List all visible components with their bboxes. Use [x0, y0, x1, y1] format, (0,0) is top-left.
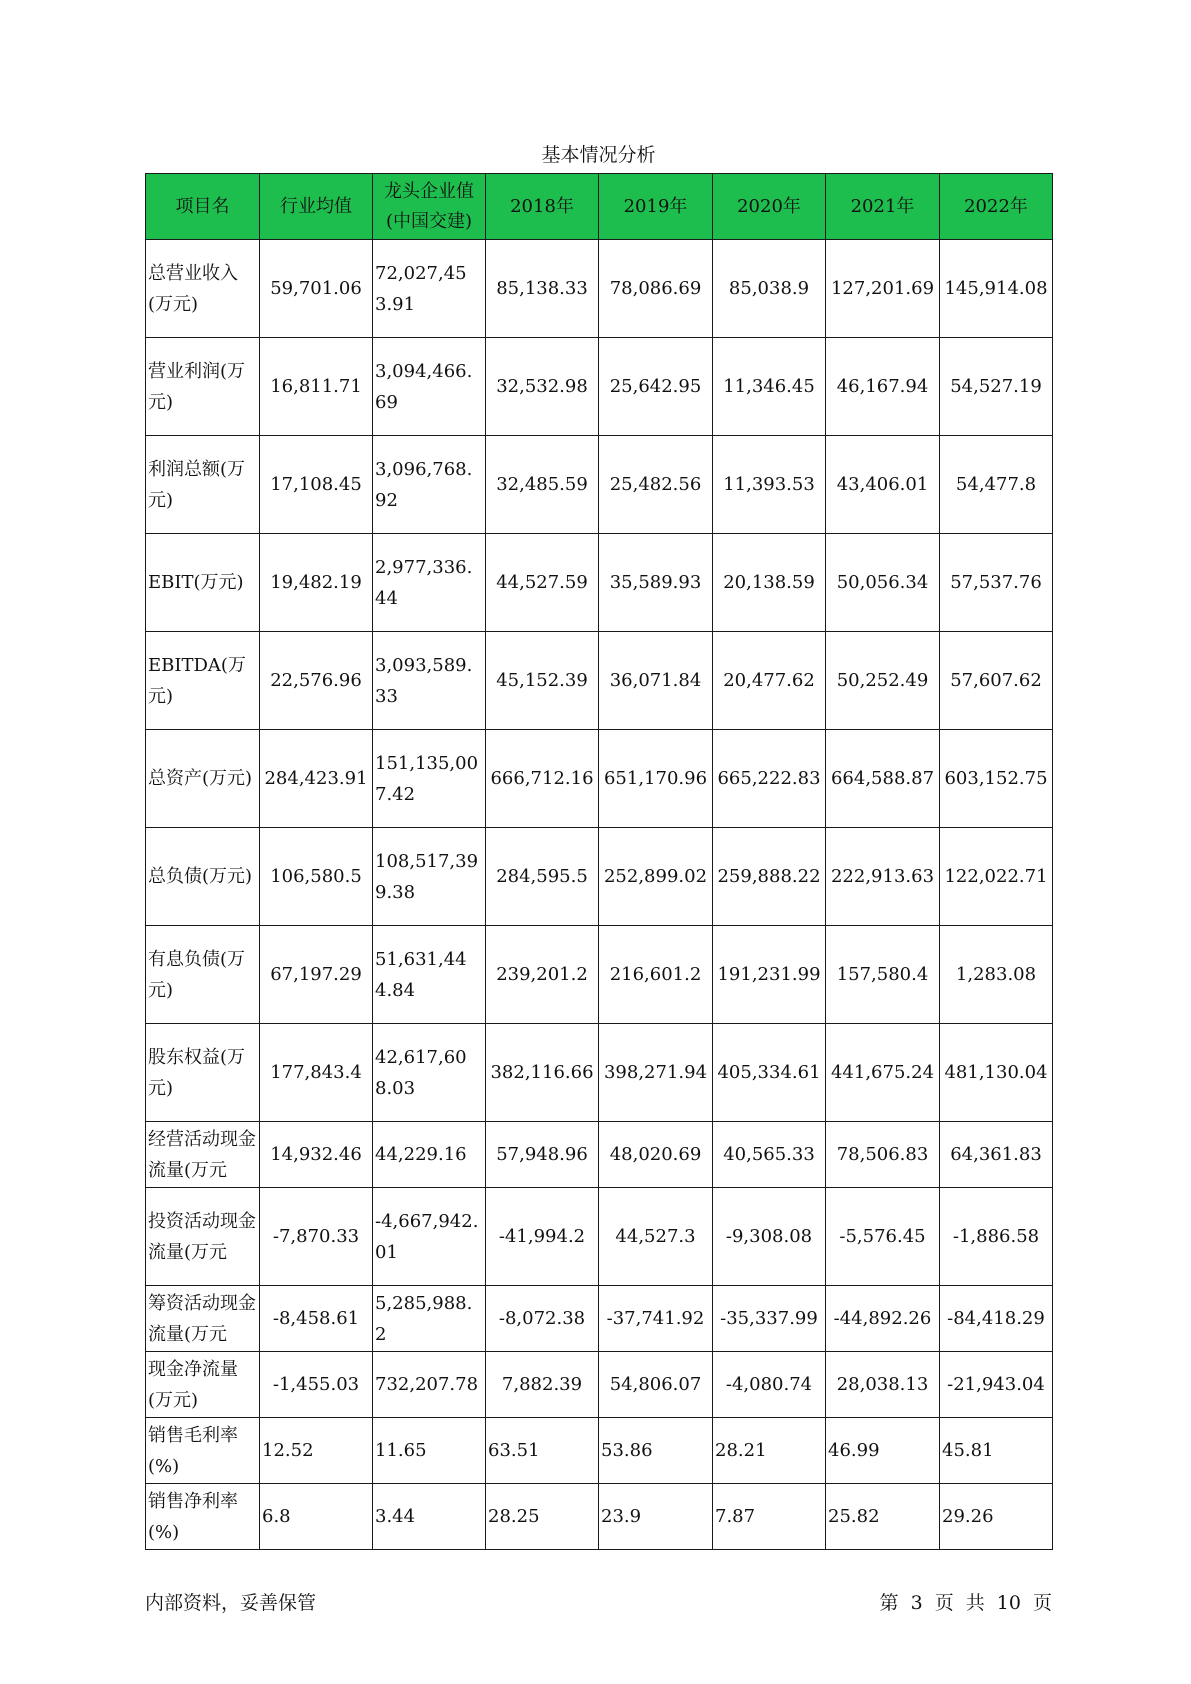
- column-header: 项目名: [146, 174, 260, 240]
- table-cell: 2,977,336.44: [373, 534, 486, 632]
- table-cell: 48,020.69: [599, 1122, 713, 1188]
- table-cell: 23.9: [599, 1484, 713, 1550]
- table-cell: 177,843.4: [260, 1024, 373, 1122]
- table-cell: 19,482.19: [260, 534, 373, 632]
- column-header: 行业均值: [260, 174, 373, 240]
- table-cell: -1,455.03: [260, 1352, 373, 1418]
- table-cell: 45,152.39: [486, 632, 599, 730]
- table-cell: 3,096,768.92: [373, 436, 486, 534]
- table-cell: 59,701.06: [260, 240, 373, 338]
- table-cell: 32,532.98: [486, 338, 599, 436]
- table-cell: 28,038.13: [826, 1352, 940, 1418]
- table-row: [146, 1484, 1053, 1550]
- table-cell: 57,607.62: [940, 632, 1053, 730]
- table-cell: 16,811.71: [260, 338, 373, 436]
- table-cell: 106,580.5: [260, 828, 373, 926]
- table-cell: 45.81: [940, 1418, 1053, 1484]
- column-header: 2021年: [826, 174, 940, 240]
- table-row: [146, 338, 1053, 436]
- table-cell: 405,334.61: [713, 1024, 826, 1122]
- table-cell: 151,135,007.42: [373, 730, 486, 828]
- table-cell: 44,229.16: [373, 1122, 486, 1188]
- table-header-row: [146, 174, 1053, 240]
- table-cell: 284,595.5: [486, 828, 599, 926]
- table-cell: 11,346.45: [713, 338, 826, 436]
- table-cell: 239,201.2: [486, 926, 599, 1024]
- table-cell: 665,222.83: [713, 730, 826, 828]
- table-cell: 3,094,466.69: [373, 338, 486, 436]
- table-cell: 127,201.69: [826, 240, 940, 338]
- table-row: [146, 1188, 1053, 1286]
- table-cell: 78,506.83: [826, 1122, 940, 1188]
- table-cell: 12.52: [260, 1418, 373, 1484]
- table-cell: 108,517,399.38: [373, 828, 486, 926]
- table-cell: 53.86: [599, 1418, 713, 1484]
- column-header: 龙头企业值(中国交建): [373, 174, 486, 240]
- table-cell: 259,888.22: [713, 828, 826, 926]
- table-cell: 44,527.59: [486, 534, 599, 632]
- table-cell: -44,892.26: [826, 1286, 940, 1352]
- table-cell: -37,741.92: [599, 1286, 713, 1352]
- table-cell: 40,565.33: [713, 1122, 826, 1188]
- table-cell: 3,093,589.33: [373, 632, 486, 730]
- row-label: 有息负债(万元): [146, 926, 260, 1024]
- row-label: 筹资活动现金流量(万元: [146, 1286, 260, 1352]
- table-title: 基本情况分析: [541, 144, 656, 166]
- table-row: [146, 632, 1053, 730]
- column-header: 2022年: [940, 174, 1053, 240]
- table-cell: 252,899.02: [599, 828, 713, 926]
- table-row: [146, 436, 1053, 534]
- table-cell: 284,423.91: [260, 730, 373, 828]
- table-cell: -4,667,942.01: [373, 1188, 486, 1286]
- table-cell: -84,418.29: [940, 1286, 1053, 1352]
- table-cell: 732,207.78: [373, 1352, 486, 1418]
- table-cell: 441,675.24: [826, 1024, 940, 1122]
- table-cell: 43,406.01: [826, 436, 940, 534]
- table-row: [146, 828, 1053, 926]
- table-cell: 36,071.84: [599, 632, 713, 730]
- table-cell: 14,932.46: [260, 1122, 373, 1188]
- row-label: 经营活动现金流量(万元: [146, 1122, 260, 1188]
- row-label: 销售毛利率(%): [146, 1418, 260, 1484]
- table-cell: 191,231.99: [713, 926, 826, 1024]
- table-cell: 54,527.19: [940, 338, 1053, 436]
- table-cell: 44,527.3: [599, 1188, 713, 1286]
- table-cell: 382,116.66: [486, 1024, 599, 1122]
- table-cell: -4,080.74: [713, 1352, 826, 1418]
- table-cell: 11.65: [373, 1418, 486, 1484]
- table-row: [146, 1122, 1053, 1188]
- table-cell: 20,138.59: [713, 534, 826, 632]
- table-cell: 46,167.94: [826, 338, 940, 436]
- row-label: 股东权益(万元): [146, 1024, 260, 1122]
- table-row: [146, 926, 1053, 1024]
- table-cell: -1,886.58: [940, 1188, 1053, 1286]
- table-cell: 35,589.93: [599, 534, 713, 632]
- table-cell: 72,027,453.91: [373, 240, 486, 338]
- row-label: 总营业收入(万元): [146, 240, 260, 338]
- table-cell: -5,576.45: [826, 1188, 940, 1286]
- table-cell: 664,588.87: [826, 730, 940, 828]
- row-label: 投资活动现金流量(万元: [146, 1188, 260, 1286]
- row-label: 总负债(万元): [146, 828, 260, 926]
- table-cell: 67,197.29: [260, 926, 373, 1024]
- column-header: 2020年: [713, 174, 826, 240]
- row-label: 总资产(万元): [146, 730, 260, 828]
- table-cell: 54,477.8: [940, 436, 1053, 534]
- table-cell: 7,882.39: [486, 1352, 599, 1418]
- data-table: [145, 173, 1053, 1550]
- table-cell: 29.26: [940, 1484, 1053, 1550]
- table-cell: 145,914.08: [940, 240, 1053, 338]
- table-cell: 7.87: [713, 1484, 826, 1550]
- table-cell: 17,108.45: [260, 436, 373, 534]
- table-cell: 22,576.96: [260, 632, 373, 730]
- table-cell: 57,537.76: [940, 534, 1053, 632]
- table-cell: 5,285,988.2: [373, 1286, 486, 1352]
- table-cell: 122,022.71: [940, 828, 1053, 926]
- table-cell: 50,252.49: [826, 632, 940, 730]
- table-cell: -8,458.61: [260, 1286, 373, 1352]
- table-cell: 85,138.33: [486, 240, 599, 338]
- row-label: EBITDA(万元): [146, 632, 260, 730]
- table-cell: 28.25: [486, 1484, 599, 1550]
- footer-confidential-note: 内部资料，妥善保管: [145, 1592, 317, 1614]
- table-cell: 25,482.56: [599, 436, 713, 534]
- table-cell: -8,072.38: [486, 1286, 599, 1352]
- table-cell: 157,580.4: [826, 926, 940, 1024]
- table-cell: 20,477.62: [713, 632, 826, 730]
- table-cell: 25,642.95: [599, 338, 713, 436]
- table-cell: 54,806.07: [599, 1352, 713, 1418]
- table-row: [146, 534, 1053, 632]
- row-label: 利润总额(万元): [146, 436, 260, 534]
- table-cell: -7,870.33: [260, 1188, 373, 1286]
- table-cell: -41,994.2: [486, 1188, 599, 1286]
- row-label: 现金净流量(万元): [146, 1352, 260, 1418]
- table-cell: -9,308.08: [713, 1188, 826, 1286]
- table-cell: 42,617,608.03: [373, 1024, 486, 1122]
- row-label: 营业利润(万元): [146, 338, 260, 436]
- table-cell: 603,152.75: [940, 730, 1053, 828]
- table-cell: 1,283.08: [940, 926, 1053, 1024]
- table-cell: 28.21: [713, 1418, 826, 1484]
- table-row: [146, 1418, 1053, 1484]
- column-header: 2019年: [599, 174, 713, 240]
- table-cell: 25.82: [826, 1484, 940, 1550]
- table-cell: -35,337.99: [713, 1286, 826, 1352]
- table-cell: 32,485.59: [486, 436, 599, 534]
- table-cell: 651,170.96: [599, 730, 713, 828]
- table-cell: 63.51: [486, 1418, 599, 1484]
- table-row: [146, 240, 1053, 338]
- table-cell: 398,271.94: [599, 1024, 713, 1122]
- table-cell: 216,601.2: [599, 926, 713, 1024]
- column-header: 2018年: [486, 174, 599, 240]
- table-cell: 11,393.53: [713, 436, 826, 534]
- row-label: 销售净利率(%): [146, 1484, 260, 1550]
- table-cell: 3.44: [373, 1484, 486, 1550]
- table-cell: 78,086.69: [599, 240, 713, 338]
- table-cell: -21,943.04: [940, 1352, 1053, 1418]
- table-row: [146, 1024, 1053, 1122]
- table-cell: 6.8: [260, 1484, 373, 1550]
- table-row: [146, 1286, 1053, 1352]
- table-cell: 50,056.34: [826, 534, 940, 632]
- footer-page-number: 第 3 页 共 10 页: [879, 1592, 1052, 1614]
- table-cell: 222,913.63: [826, 828, 940, 926]
- table-cell: 481,130.04: [940, 1024, 1053, 1122]
- table-cell: 666,712.16: [486, 730, 599, 828]
- table-cell: 51,631,444.84: [373, 926, 486, 1024]
- table-cell: 46.99: [826, 1418, 940, 1484]
- table-cell: 64,361.83: [940, 1122, 1053, 1188]
- table-row: [146, 1352, 1053, 1418]
- row-label: EBIT(万元): [146, 534, 260, 632]
- table-row: [146, 730, 1053, 828]
- table-cell: 57,948.96: [486, 1122, 599, 1188]
- table-cell: 85,038.9: [713, 240, 826, 338]
